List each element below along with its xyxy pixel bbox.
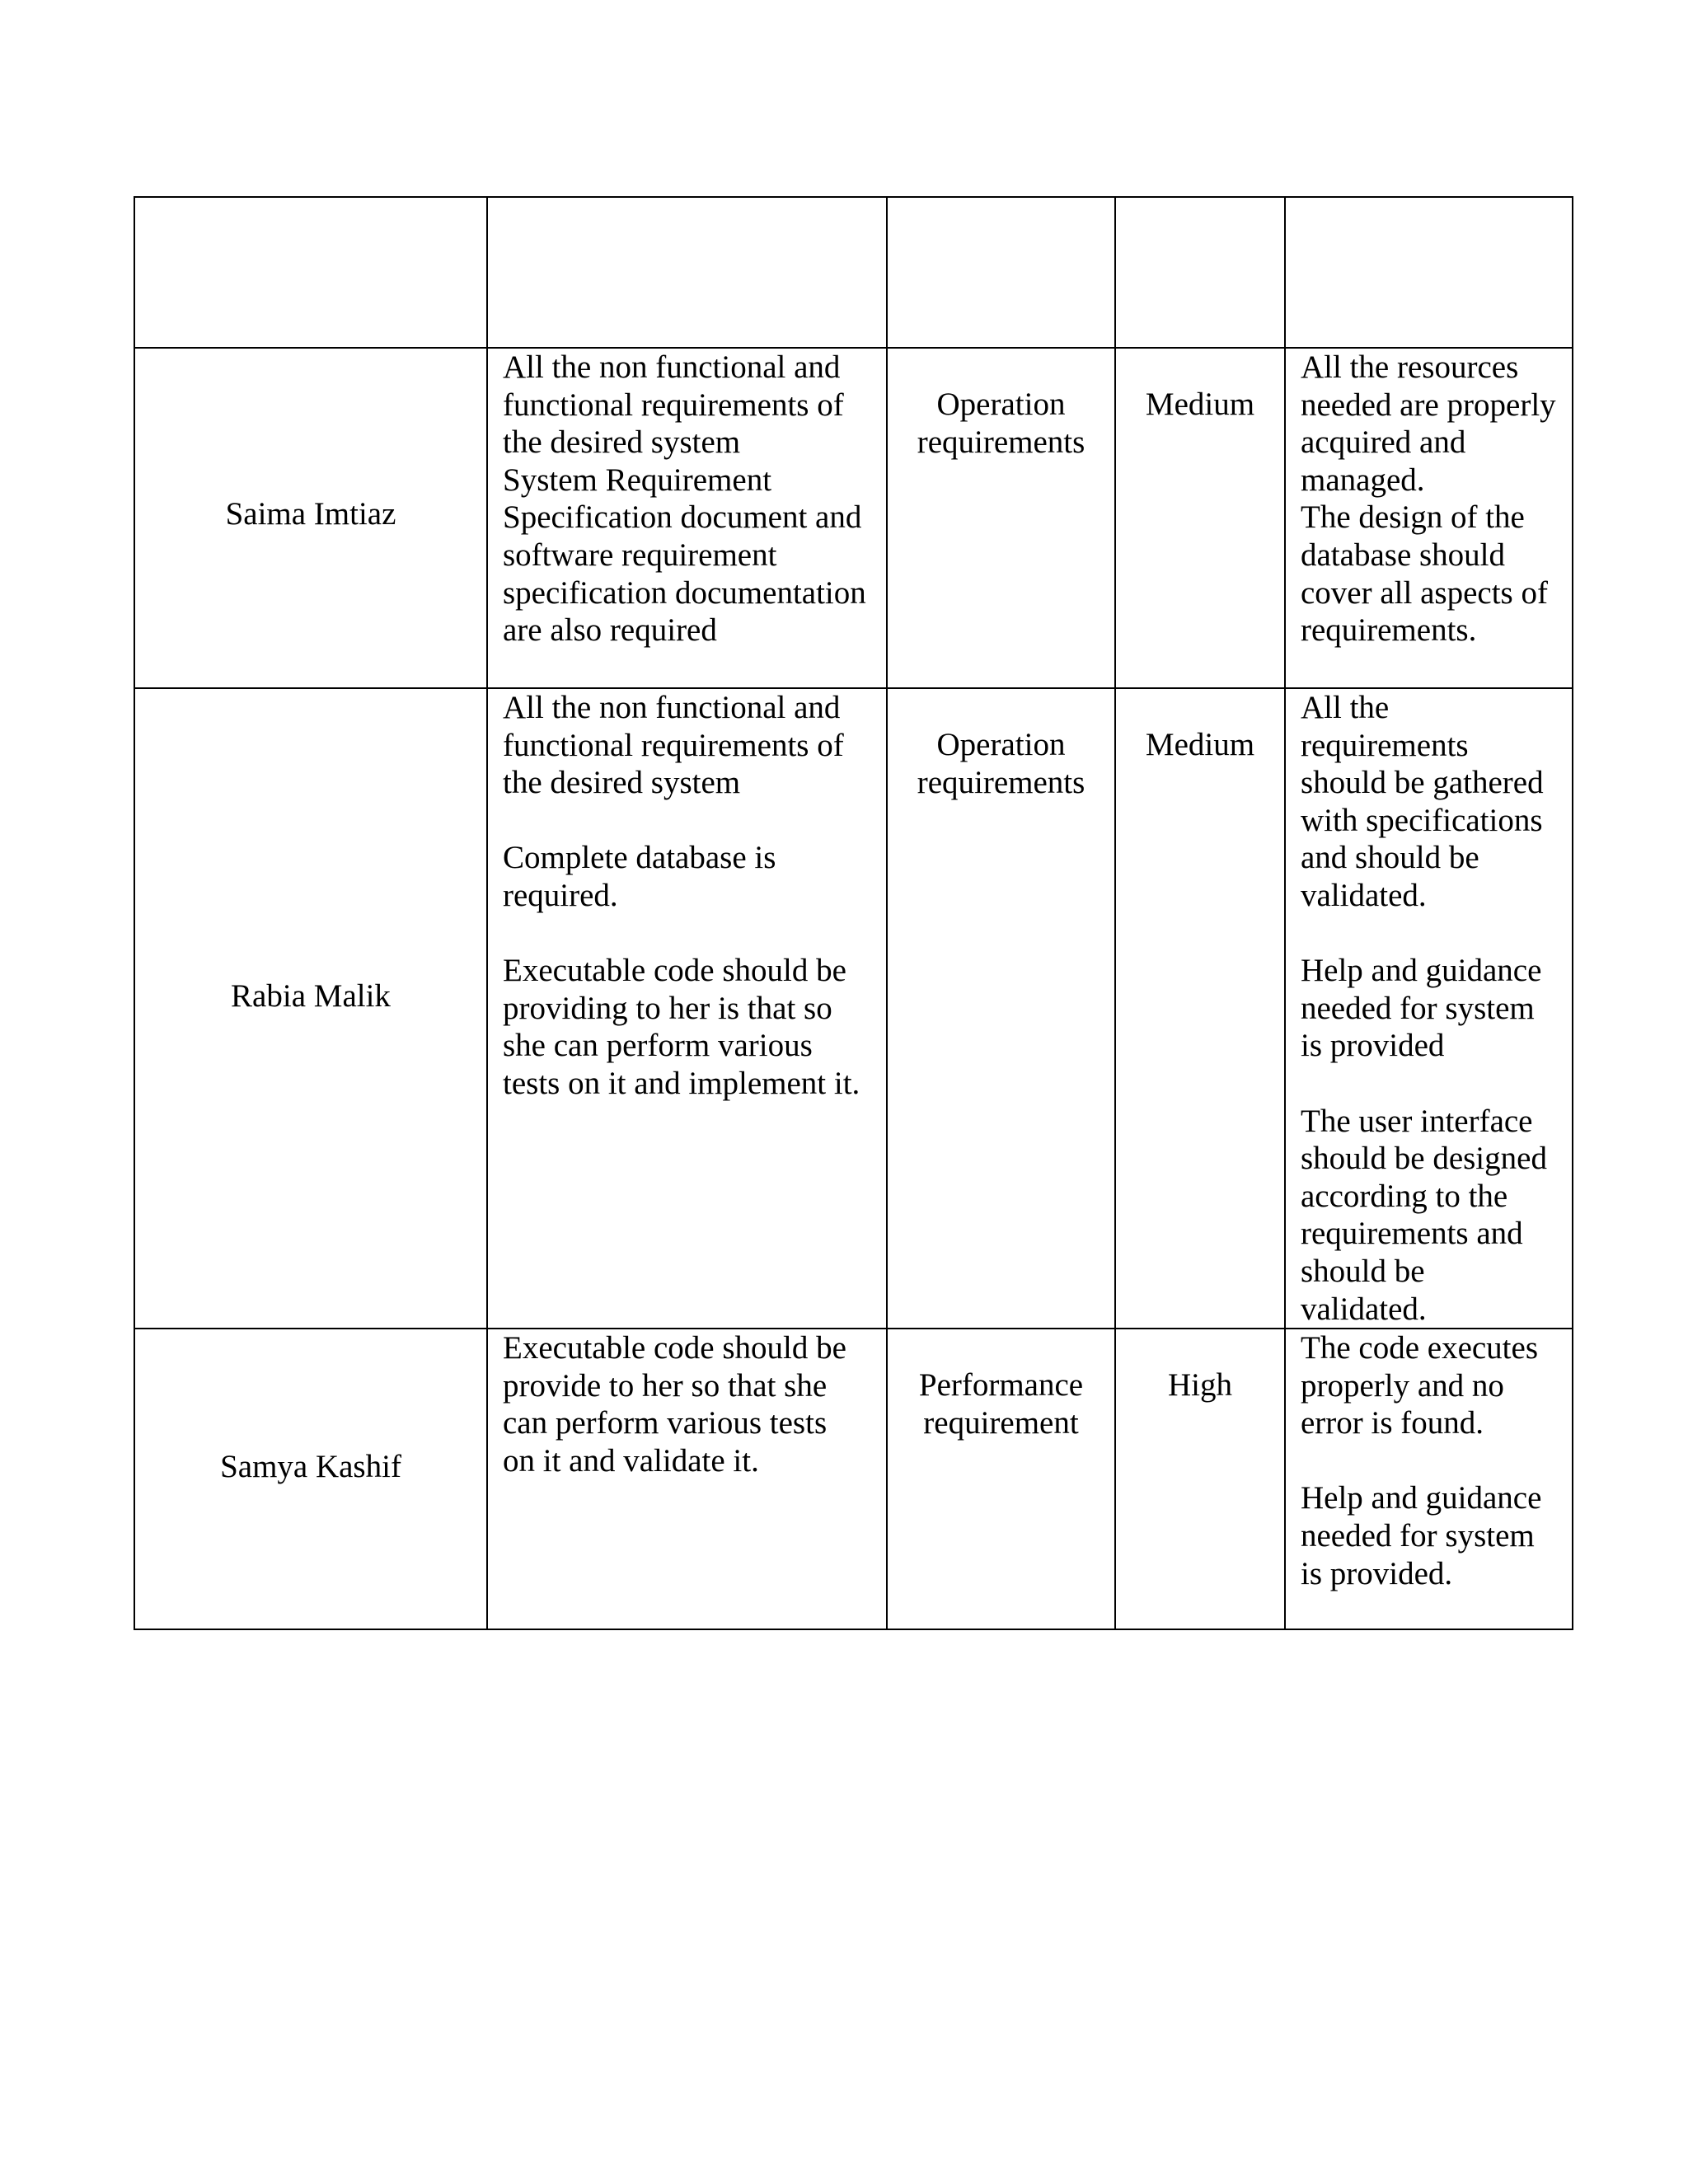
stakeholder-cell bbox=[134, 348, 487, 688]
criteria-text: All the resources needed are properly acquired and managed. The design of the database should cover all aspects of requirements. bbox=[1301, 349, 1556, 649]
criteria-text: The code executes properly and no error is found. Help and guidance needed for system is provided. bbox=[1301, 1330, 1542, 1591]
needs-cell bbox=[487, 1329, 887, 1629]
priority-value: Medium bbox=[1145, 387, 1255, 422]
criteria-cell bbox=[1285, 348, 1573, 688]
type-cell bbox=[887, 197, 1115, 348]
requirements-table bbox=[134, 196, 1573, 1630]
requirement-type: Operation requirements bbox=[917, 727, 1085, 800]
type-cell bbox=[887, 1329, 1115, 1629]
needs-cell bbox=[487, 197, 887, 348]
criteria-cell bbox=[1285, 1329, 1573, 1629]
table-row bbox=[134, 1329, 1573, 1629]
requirement-type: Performance requirement bbox=[918, 1367, 1084, 1441]
stakeholder-cell bbox=[134, 1329, 487, 1629]
criteria-text: All the requirements should be gathered with specifications and should be validated. Help and guidance needed for system is provided The user interface should be designed according to the requirements and should be validated. bbox=[1301, 690, 1547, 1327]
needs-text: Executable code should be provide to her so that she can perform various tests on it and validate it. bbox=[503, 1330, 846, 1479]
table-row bbox=[134, 688, 1573, 1329]
stakeholder-name: Rabia Malik bbox=[231, 977, 391, 1014]
stakeholder-name: Samya Kashif bbox=[220, 1448, 401, 1484]
type-cell bbox=[887, 348, 1115, 688]
stakeholder-cell bbox=[134, 688, 487, 1329]
stakeholder-name: Saima Imtiaz bbox=[225, 495, 396, 532]
priority-cell bbox=[1115, 348, 1285, 688]
criteria-cell bbox=[1285, 688, 1573, 1329]
priority-cell bbox=[1115, 197, 1285, 348]
priority-cell bbox=[1115, 688, 1285, 1329]
priority-cell bbox=[1115, 1329, 1285, 1629]
stakeholder-cell bbox=[134, 197, 487, 348]
needs-text: All the non functional and functional requirements of the desired system Complete database is required. Executable code should be providing to her is that so she can perform various tests on it and implement it. bbox=[503, 690, 860, 1101]
needs-cell bbox=[487, 688, 887, 1329]
type-cell bbox=[887, 688, 1115, 1329]
table-row bbox=[134, 348, 1573, 688]
needs-cell bbox=[487, 348, 887, 688]
priority-value: High bbox=[1168, 1367, 1232, 1404]
needs-text: All the non functional and functional requirements of the desired system System Requirement Specification document and software requirement specification documentation are also required bbox=[503, 349, 866, 649]
priority-value: Medium bbox=[1145, 727, 1255, 762]
criteria-cell bbox=[1285, 197, 1573, 348]
table-row bbox=[134, 197, 1573, 348]
requirement-type: Operation requirements bbox=[917, 387, 1085, 460]
